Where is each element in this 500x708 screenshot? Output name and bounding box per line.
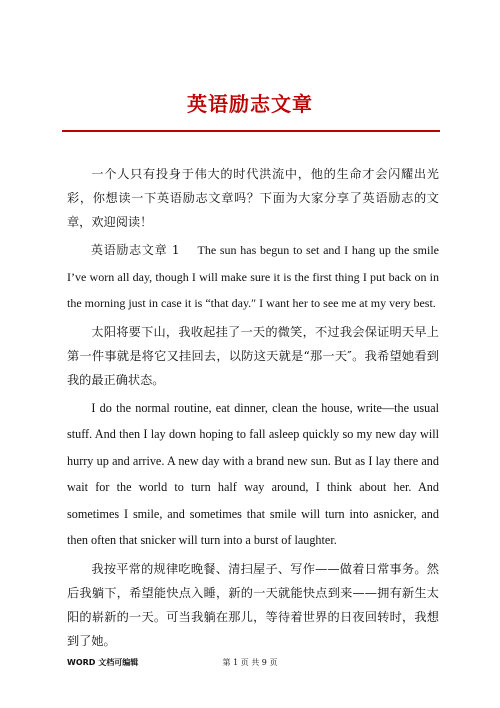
chinese-paragraph-1: 太阳将要下山，我收起挂了一天的微笑，不过我会保证明天早上第一件事就是将它又挂回去，以防这天就是“那一天″。我希望她看到我的最正确状态。: [67, 324, 439, 387]
page-title: 英语励志文章: [187, 92, 313, 116]
english-text-1: The sun has begun to set and I hang up the smile I’ve worn all day, though I will make sure it is the first thing I put back on in the morning just in case it is “that day.″ I want her to see me at my very best.: [67, 243, 440, 310]
title-divider: [62, 130, 440, 132]
chinese-paragraph-2: 我按平常的规律吃晚餐、清扫屋子、写作——做着日常事务。然后我躺下，希望能快点入睡，新的一天就能快点到来——拥有新生太阳的崭新的一天。可当我躺在那儿，等待着世界的日夜回转时，我想到了她。: [67, 561, 439, 648]
document-body: [67, 162, 439, 656]
intro-paragraph: 一个人只有投身于伟大的时代洪流中，他的生命才会闪耀出光彩，你想读一下英语励志文章吗？下面为大家分享了英语励志的文章，欢迎阅读！: [67, 167, 439, 229]
article-label: 英语励志文章 1: [91, 243, 180, 257]
footer-note: WORD 文档可编辑: [67, 658, 139, 667]
english-paragraph-2: I do the normal routine, eat dinner, clean the house, write—the usual stuff. And then I lay down hoping to fall asleep quickly so my new day will hurry up and arrive. A new day with a brand new sun. But as I lay there and wait for the world to turn half way around, I think about her. And sometimes I smile, and sometimes that smile will turn into asnicker, and then often that snicker will turn into a burst of laughter.: [67, 400, 439, 547]
page-number: 第 1 页 共 9 页: [222, 658, 278, 667]
english-paragraph-1: [67, 237, 439, 317]
